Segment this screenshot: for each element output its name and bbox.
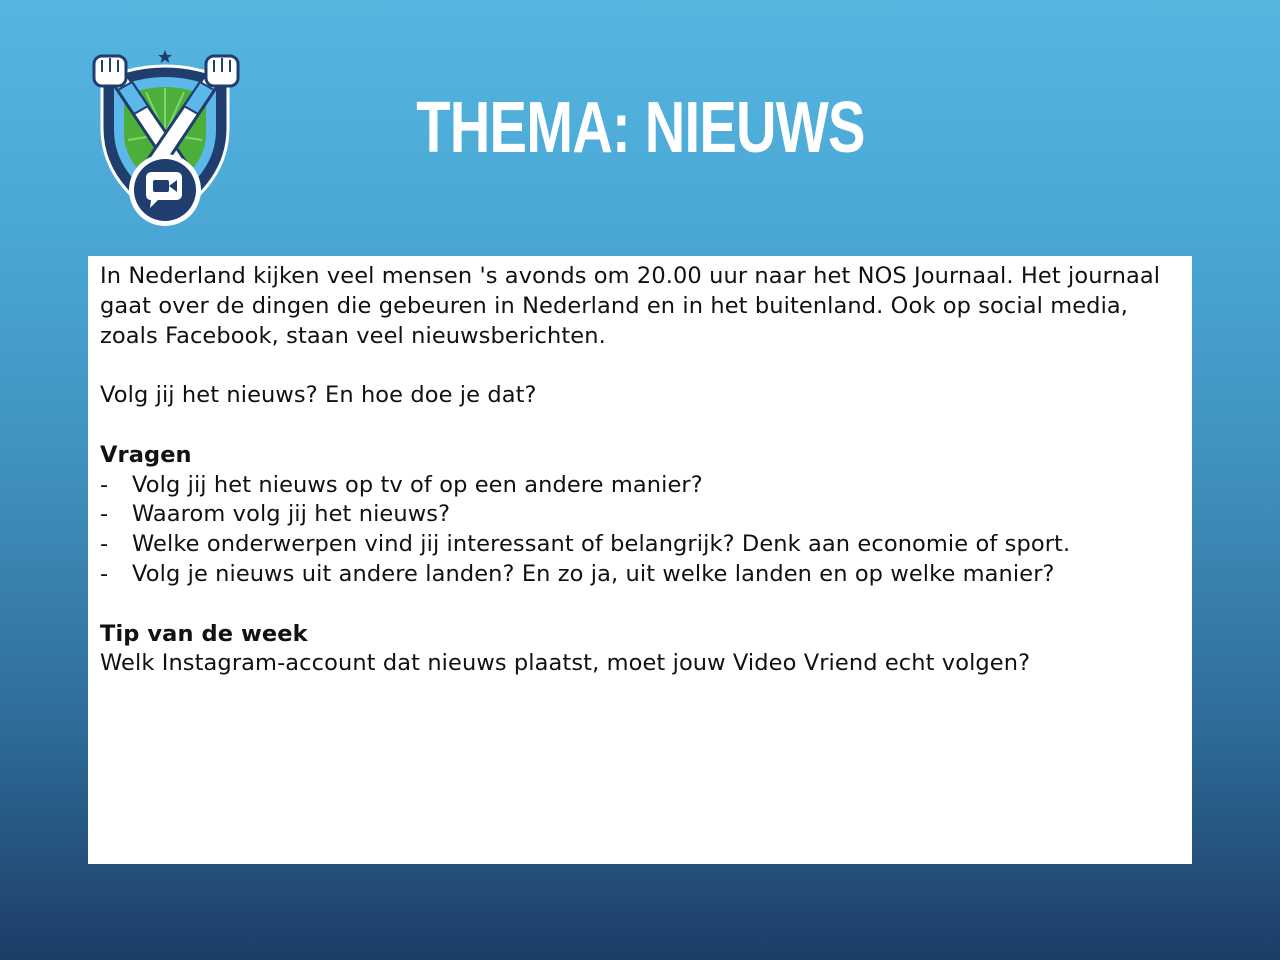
- card-content: [100, 262, 1186, 679]
- questions-heading: Vragen: [100, 441, 192, 468]
- bullet-dash: -: [100, 471, 109, 498]
- intro-paragraph: In Nederland kijken veel mensen 's avonds om 20.00 uur naar het NOS Journaal. Het journaal gaat over de dingen die gebeuren in Nederland en in het buitenland. Ook op social media, zoals Facebook, staan veel nieuwsberichten.: [100, 263, 1161, 349]
- list-item: [100, 471, 1186, 501]
- bullet-dash: -: [100, 501, 109, 528]
- page-title-text: THEMA: NIEUWS: [415, 88, 865, 168]
- question-text: Welke onderwerpen vind jij interessant of belangrijk? Denk aan economie of sport.: [132, 531, 1071, 558]
- bullet-dash: -: [100, 560, 109, 587]
- page-title: [0, 88, 1280, 168]
- lead-question: Volg jij het nieuws? En hoe doe je dat?: [100, 382, 537, 409]
- bullet-dash: -: [100, 531, 109, 558]
- tip-text: Welk Instagram-account dat nieuws plaatst, moet jouw Video Vriend echt volgen?: [100, 650, 1031, 677]
- spacer: [100, 411, 1186, 441]
- content-card: [88, 256, 1192, 864]
- tip-heading: Tip van de week: [100, 620, 308, 647]
- list-item: [100, 530, 1186, 560]
- spacer: [100, 590, 1186, 620]
- list-item: [100, 500, 1186, 530]
- questions-list: [100, 471, 1186, 590]
- question-text: Volg je nieuws uit andere landen? En zo ja, uit welke landen en op welke manier?: [132, 560, 1055, 587]
- spacer: [100, 351, 1186, 381]
- question-text: Volg jij het nieuws op tv of op een andere manier?: [132, 471, 703, 498]
- list-item: [100, 560, 1186, 590]
- question-text: Waarom volg jij het nieuws?: [132, 501, 451, 528]
